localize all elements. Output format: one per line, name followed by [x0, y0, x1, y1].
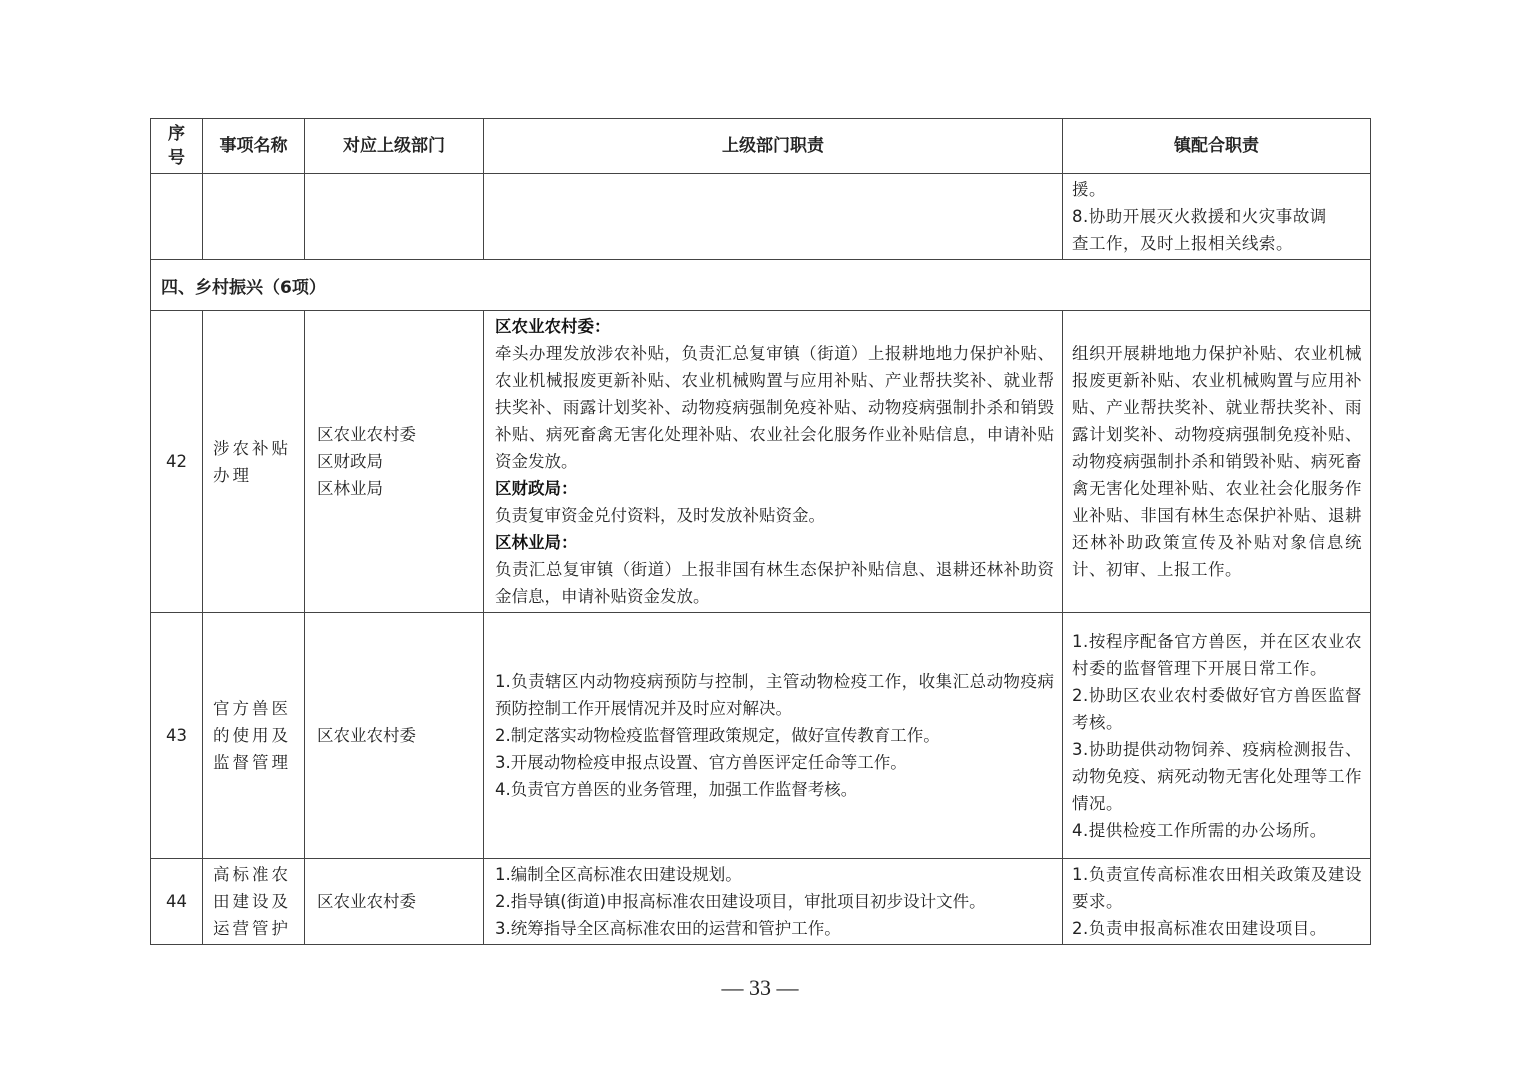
item-name-line: 高标准农: [213, 865, 291, 884]
cont-name-cell: [203, 174, 305, 260]
duty-paragraph: 2.指导镇(街道)申报高标准农田建设项目，审批项目初步设计文件。: [495, 892, 986, 911]
row-town-duty: [1063, 311, 1371, 613]
dept-line: 区财政局: [317, 452, 383, 471]
item-name-line: 官方兽医: [213, 699, 291, 718]
section-row: [151, 260, 1371, 311]
dept-line: 区农业农村委: [317, 726, 416, 745]
duty-dept-heading: 区林业局：: [495, 533, 578, 552]
table-row: [151, 859, 1371, 945]
duty-paragraph: 负责汇总复审镇（街道）上报非国有林生态保护补贴信息、退耕还林补助资金信息，申请补贴资金发放。: [495, 560, 1054, 606]
item-name-line: 监督管理: [213, 753, 291, 772]
row-seq: 43: [151, 613, 203, 859]
town-duty-paragraph: 2.负责申报高标准农田建设项目。: [1072, 919, 1327, 938]
duty-paragraph: 牵头办理发放涉农补贴，负责汇总复审镇（街道）上报耕地地力保护补贴、农业机械报废更新补贴、农业机械购置与应用补贴、产业帮扶奖补、就业帮扶奖补、雨露计划奖补、动物疫病强制免疫补贴、动物疫病强制扑杀和销毁补贴、病死畜禽无害化处理补贴、农业社会化服务作业补贴信息，申请补贴资金发放。: [495, 344, 1054, 471]
row-seq: 44: [151, 859, 203, 945]
cont-dept-cell: [305, 174, 484, 260]
town-duty-paragraph: 组织开展耕地地力保护补贴、农业机械报废更新补贴、农业机械购置与应用补贴、产业帮扶奖补、就业帮扶奖补、雨露计划奖补、动物疫病强制免疫补贴、动物疫病强制扑杀和销毁补贴、病死畜禽无害化处理补贴、农业社会化服务作业补贴、非国有林生态保护补贴、退耕还林补助政策宣传及补贴对象信息统计、初审、上报工作。: [1072, 344, 1362, 579]
duty-paragraph: 1.负责辖区内动物疫病预防与控制，主管动物检疫工作，收集汇总动物疫病预防控制工作开展情况并及时应对解决。: [495, 672, 1054, 718]
duty-dept-heading: 区财政局：: [495, 479, 578, 498]
table-row: [151, 613, 1371, 859]
page-number: — 33 —: [721, 975, 799, 1000]
town-duty-paragraph: 1.按程序配备官方兽医，并在区农业农村委的监督管理下开展日常工作。: [1072, 631, 1362, 678]
cont-town-cell: [1063, 174, 1371, 260]
item-name-line: 运营管护: [213, 919, 291, 938]
row-seq: 42: [151, 311, 203, 613]
duty-paragraph: 2.制定落实动物检疫监督管理政策规定，做好宣传教育工作。: [495, 726, 940, 745]
row-superior-duty: [484, 859, 1063, 945]
item-name-line: 田建设及: [213, 892, 291, 911]
row-superior-duty: [484, 311, 1063, 613]
item-name-line: 的使用及: [213, 726, 291, 745]
cont-town-line: 8.协助开展灭火救援和火灾事故调: [1072, 207, 1327, 226]
row-superior-dept: [305, 859, 484, 945]
header-town-duty: 镇配合职责: [1063, 119, 1371, 174]
row-item-name: [203, 311, 305, 613]
table-header-row: [151, 119, 1371, 174]
cont-seq-cell: [151, 174, 203, 260]
cont-town-line: 查工作，及时上报相关线索。: [1072, 234, 1293, 253]
item-name-line: 涉农补贴: [213, 438, 291, 458]
row-superior-duty: [484, 613, 1063, 859]
row-town-duty: [1063, 859, 1371, 945]
section-title: 四、乡村振兴（6项）: [151, 260, 1371, 311]
town-duty-paragraph: 2.协助区农业农村委做好官方兽医监督考核。: [1072, 685, 1362, 732]
continuation-row: [151, 174, 1371, 260]
header-item-name: 事项名称: [203, 119, 305, 174]
row-superior-dept: [305, 311, 484, 613]
item-name-line: 办理: [213, 465, 252, 485]
cont-duty-cell: [484, 174, 1063, 260]
row-item-name: [203, 613, 305, 859]
table-row: [151, 311, 1371, 613]
row-town-duty: [1063, 613, 1371, 859]
duty-paragraph: 3.统筹指导全区高标准农田的运营和管护工作。: [495, 919, 841, 938]
responsibility-table: [150, 118, 1371, 945]
town-duty-paragraph: 1.负责宣传高标准农田相关政策及建设要求。: [1072, 865, 1362, 911]
row-superior-dept: [305, 613, 484, 859]
duty-paragraph: 4.负责官方兽医的业务管理，加强工作监督考核。: [495, 780, 858, 799]
duty-paragraph: 负责复审资金兑付资料，及时发放补贴资金。: [495, 506, 825, 525]
header-seq: 序 号: [151, 119, 203, 174]
row-item-name: [203, 859, 305, 945]
duty-paragraph: 1.编制全区高标准农田建设规划。: [495, 865, 742, 884]
header-superior-dept: 对应上级部门: [305, 119, 484, 174]
dept-line: 区农业农村委: [317, 425, 416, 444]
town-duty-paragraph: 4.提供检疫工作所需的办公场所。: [1072, 820, 1327, 840]
town-duty-paragraph: 3.协助提供动物饲养、疫病检测报告、动物免疫、病死动物无害化处理等工作情况。: [1072, 739, 1362, 813]
duty-dept-heading: 区农业农村委：: [495, 317, 611, 336]
dept-line: 区农业农村委: [317, 892, 416, 911]
duty-paragraph: 3.开展动物检疫申报点设置、官方兽医评定任命等工作。: [495, 753, 907, 772]
cont-town-line: 援。: [1072, 180, 1106, 199]
header-superior-duty: 上级部门职责: [484, 119, 1063, 174]
dept-line: 区林业局: [317, 479, 383, 498]
